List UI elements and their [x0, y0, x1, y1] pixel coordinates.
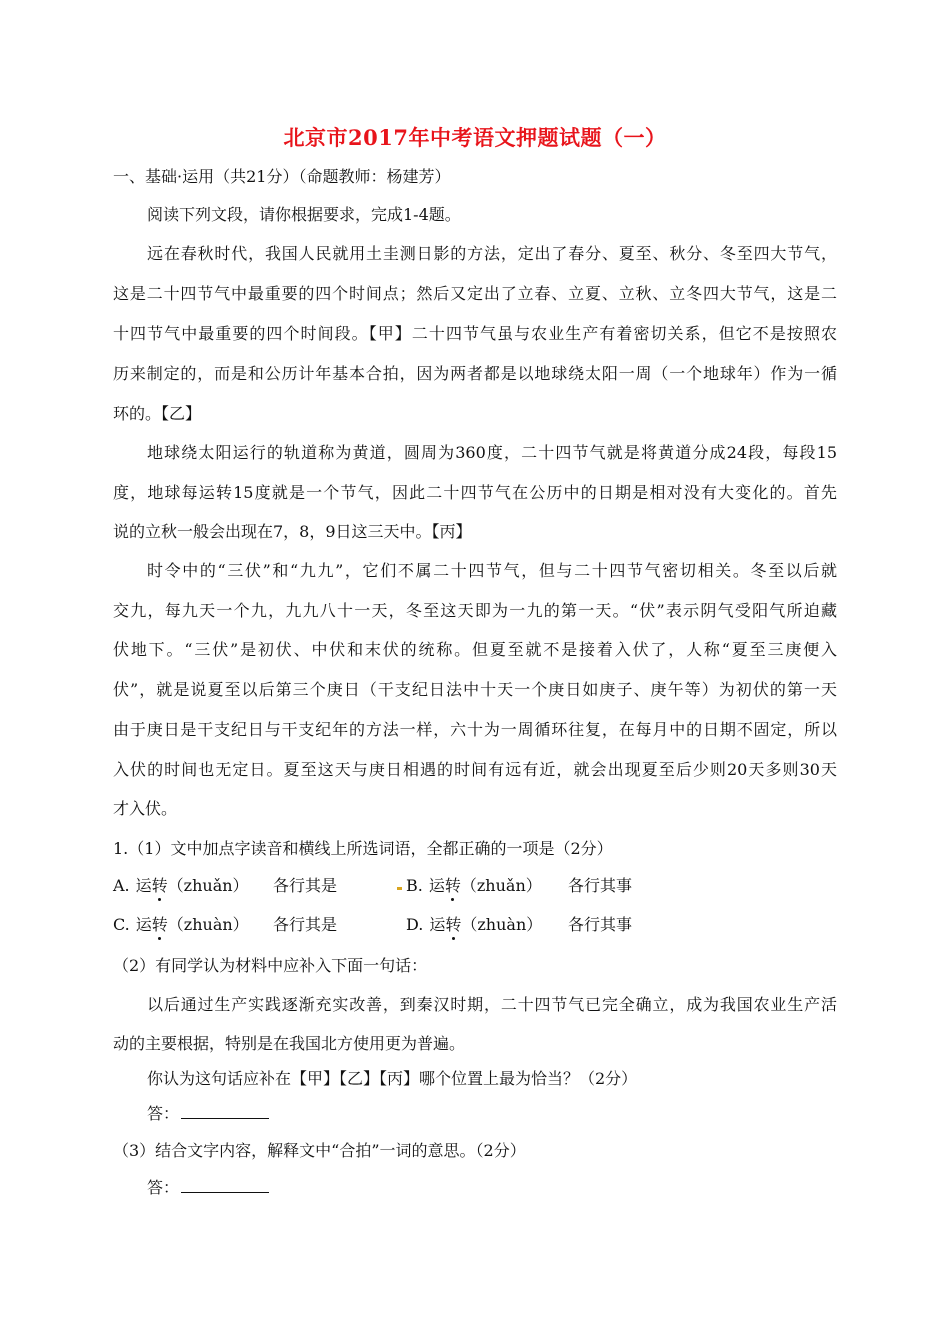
passage-line: 由于庚日是干支纪日与干支纪年的方法一样，六十为一周循环往复，在每月中的日期不固定，所以: [113, 720, 837, 739]
option-b-phrase: 各行其事: [568, 876, 633, 895]
option-c-phrase: 各行其是: [273, 915, 338, 934]
passage-line: 历来制定的，而是和公历计年基本合拍，因为两者都是以地球绕太阳一周（一个地球年）作为一循: [113, 364, 837, 383]
option-d[interactable]: D. 运转（zhuàn）: [406, 915, 543, 934]
answer-blank[interactable]: [181, 1104, 269, 1119]
option-c[interactable]: C. 运转（zhuàn）: [113, 915, 249, 934]
section-heading: 一、基础·运用（共21分）（命题教师：杨建芳）: [113, 167, 451, 186]
passage-line: 伏”，就是说夏至以后第三个庚日（干支纪日法中十天一个庚日如庚子、庚午等）为初伏的第一天: [113, 680, 837, 699]
question-3-stem: （3）结合文字内容，解释文中“合拍”一词的意思。（2分）: [113, 1141, 526, 1160]
passage-line: 说的立秋一般会出现在7，8，9日这三天中。【丙】: [113, 522, 472, 541]
passage-line: 才入伏。: [113, 799, 178, 818]
passage-line: 时令中的“三伏”和“九九”，它们不属二十四节气，但与二十四节气密切相关。冬至以后就: [147, 561, 837, 580]
passage-line: 伏地下。“三伏”是初伏、中伏和末伏的统称。但夏至就不是接着入伏了，人称“夏至三庚便入: [113, 640, 837, 659]
option-a-phrase: 各行其是: [273, 876, 338, 895]
question-2-stem: （2）有同学认为材料中应补入下面一句话：: [113, 956, 428, 975]
passage-line: 度，地球每运转15度就是一个节气，因此二十四节气在公历中的日期是相对没有大变化的。首先: [113, 483, 837, 502]
passage-line: 交九，每九天一个九，九九八十一天，冬至这天即为一九的第一天。“伏”表示阴气受阳气所迫藏: [113, 601, 837, 620]
answer-3[interactable]: 答：: [147, 1175, 269, 1198]
option-d-phrase: 各行其事: [568, 915, 633, 934]
question-1-stem: 1.（1）文中加点字读音和横线上所选词语，全都正确的一项是（2分）: [113, 839, 613, 858]
inserted-sentence: 以后通过生产实践逐渐充实改善，到秦汉时期，二十四节气已完全确立，成为我国农业生产活: [147, 995, 837, 1014]
marker-icon: [397, 887, 402, 890]
passage-line: 环的。【乙】: [113, 404, 202, 423]
answer-blank[interactable]: [181, 1178, 269, 1193]
option-a[interactable]: A. 运转（zhuǎn）: [113, 876, 249, 895]
answer-2[interactable]: 答：: [147, 1101, 269, 1124]
passage-line: 十四节气中最重要的四个时间段。【甲】二十四节气虽与农业生产有着密切关系，但它不是按照农: [113, 324, 837, 343]
passage-line: 这是二十四节气中最重要的四个时间点；然后又定出了立春、立夏、立秋、立冬四大节气，这是二: [113, 284, 837, 303]
question-2-prompt: 你认为这句话应补在【甲】【乙】【丙】哪个位置上最为恰当？（2分）: [147, 1069, 638, 1088]
passage-line: 地球绕太阳运行的轨道称为黄道，圆周为360度，二十四节气就是将黄道分成24段，每段15: [147, 443, 837, 462]
page-title: 北京市2017年中考语文押题试题（一）: [283, 125, 667, 150]
passage-line: 远在春秋时代，我国人民就用土圭测日影的方法，定出了春分、夏至、秋分、冬至四大节气，: [147, 244, 837, 263]
option-b[interactable]: B. 运转（zhuǎn）: [397, 873, 542, 896]
inserted-sentence: 动的主要根据，特别是在我国北方使用更为普遍。: [113, 1034, 466, 1053]
instruction-text: 阅读下列文段，请你根据要求，完成1-4题。: [147, 205, 461, 224]
passage-line: 入伏的时间也无定日。夏至这天与庚日相遇的时间有远有近，就会出现夏至后少则20天多则30天: [113, 760, 837, 779]
